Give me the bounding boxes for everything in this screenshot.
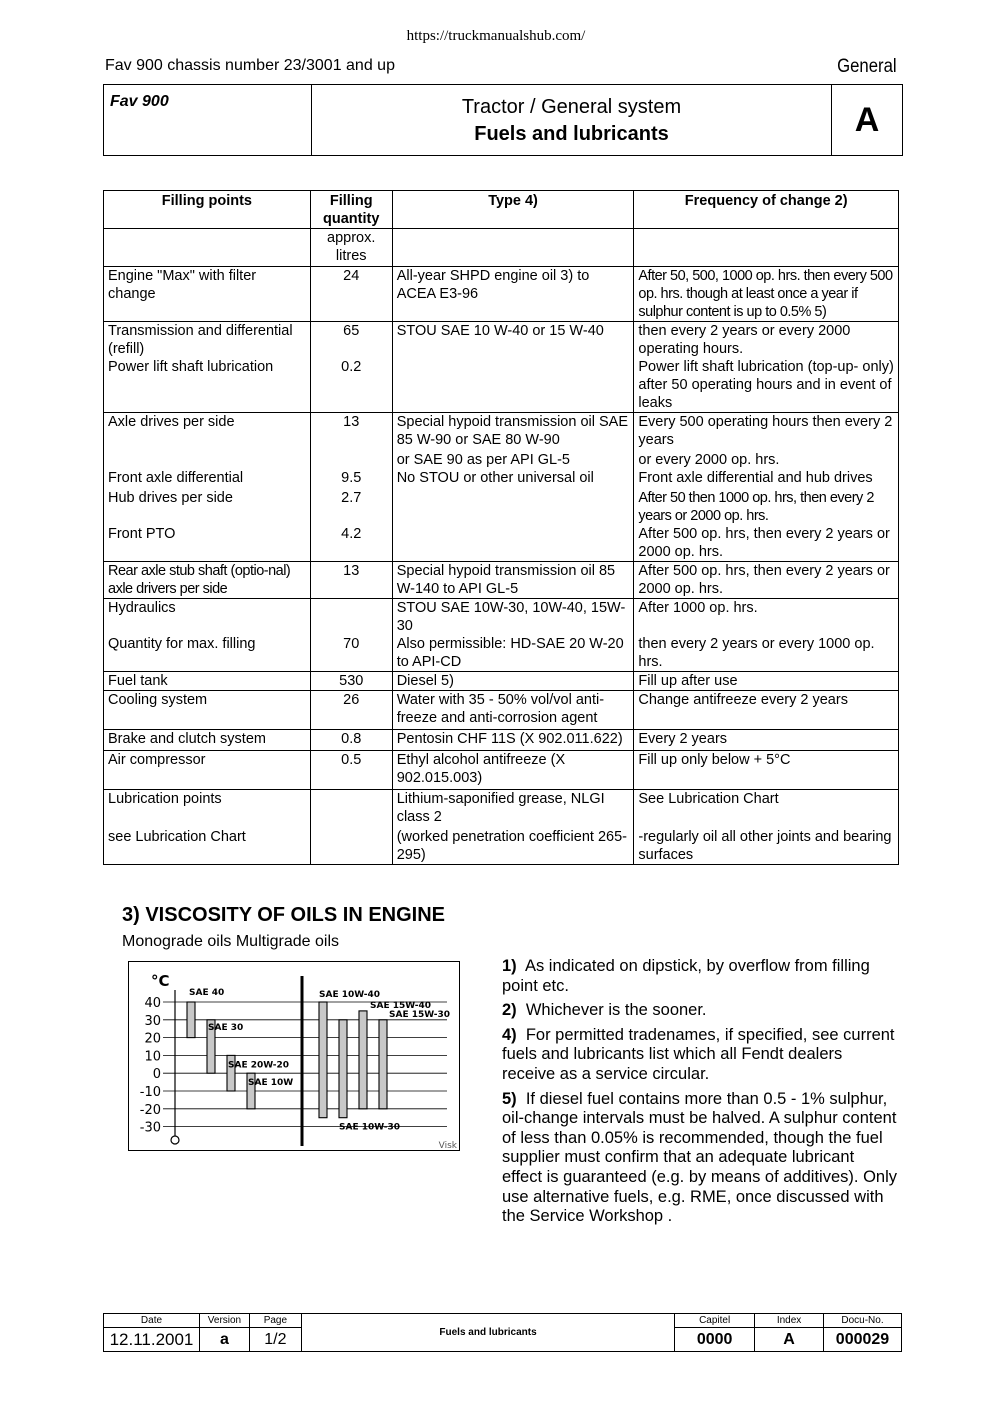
footnote-text: For permitted tradenames, if specified, see current fuels and lubricants list which all Fendt dealers receive as a service circular.	[502, 1025, 895, 1083]
col-header-frequency: Frequency of change 2)	[634, 191, 899, 229]
grade-label: SAE 30	[208, 1022, 244, 1033]
cell-freq: -regularly oil all other joints and bearing surfaces	[634, 828, 899, 865]
cell-freq: Fill up only below + 5°C	[634, 751, 899, 790]
footer-date: 12.11.2001	[104, 1328, 200, 1352]
footer-version: a	[199, 1328, 249, 1352]
grade-label: SAE 10W-40	[319, 990, 381, 1000]
grade-label: SAE 20W-20	[228, 1060, 290, 1071]
cell-freq: After 500 op. hrs, then every 2 years or 2000 op. hrs.	[634, 525, 899, 562]
cell-qty: 13	[310, 413, 392, 450]
table-row	[104, 469, 899, 487]
table-row	[104, 267, 899, 322]
cell-qty	[310, 449, 392, 469]
grade-bar	[379, 1020, 387, 1109]
fuels-lubricants-table	[103, 190, 899, 865]
footnote-number: 4)	[502, 1025, 517, 1044]
cell-qty: 9.5	[310, 469, 392, 487]
footnote-number: 5)	[502, 1089, 517, 1108]
cell-freq: After 50, 500, 1000 op. hrs. then every 500 op. hrs. though at least once a year if sulphur content is up to 0.5% 5)	[634, 267, 899, 322]
cell-freq: then every 2 years or every 1000 op. hrs.	[634, 635, 899, 672]
cell-point: Transmission and differential (refill)	[104, 322, 311, 359]
tick-label: 20	[144, 1031, 161, 1047]
cell-freq: After 1000 op. hrs.	[634, 599, 899, 636]
header-title-block	[312, 85, 832, 155]
footnote	[502, 957, 897, 996]
tick-label: 0	[152, 1067, 161, 1083]
cell-freq: Every 500 operating hours then every 2 years	[634, 413, 899, 450]
cell-qty: 65	[310, 322, 392, 359]
cell-point: Air compressor	[104, 751, 311, 790]
cell-freq: Power lift shaft lubrication (top-up- only) after 50 operating hours and in event of leaks	[634, 358, 899, 413]
table-row	[104, 730, 899, 751]
cell-point: Cooling system	[104, 691, 311, 730]
cell-freq: or every 2000 op. hrs.	[634, 449, 899, 469]
chart-tag: Visk	[438, 1141, 457, 1150]
cell-type: STOU SAE 10W-30, 10W-40, 15W-30	[392, 599, 634, 636]
footer-docu: 000029	[824, 1328, 902, 1352]
tick-label: -20	[139, 1102, 161, 1118]
tick-label: 30	[144, 1013, 161, 1029]
cell-type: Water with 35 - 50% vol/vol anti-freeze and anti-corrosion agent	[392, 691, 634, 730]
table-row	[104, 751, 899, 790]
cell-qty: 70	[310, 635, 392, 672]
header-subtitle: Fuels and lubricants	[474, 123, 669, 145]
footer-label-index: Index	[755, 1314, 824, 1328]
cell-qty: 24	[310, 267, 392, 322]
cell-qty: 2.7	[310, 487, 392, 525]
header-title: Tractor / General system	[461, 96, 682, 118]
cell-point: Hub drives per side	[104, 487, 311, 525]
table-row	[104, 358, 899, 413]
footnote-number: 1)	[502, 957, 517, 975]
section-label: General	[837, 56, 897, 77]
table-row	[104, 322, 899, 359]
cell-type: All-year SHPD engine oil 3) to ACEA E3-96	[392, 267, 634, 322]
cell-point: Engine "Max" with filter change	[104, 267, 311, 322]
grade-bar	[319, 1002, 327, 1118]
viscosity-chart	[128, 961, 460, 1151]
cell-type: Special hypoid transmission oil 85 W-140 to API GL-5	[392, 562, 634, 599]
document-footer	[103, 1313, 902, 1352]
cell-type: Pentosin CHF 11S (X 902.011.622)	[392, 730, 634, 751]
footnote	[502, 1026, 897, 1085]
cell-point: Lubrication points	[104, 790, 311, 829]
table-row	[104, 790, 899, 829]
grade-label: SAE 40	[189, 988, 225, 998]
footer-label-page: Page	[249, 1314, 301, 1328]
cell-type: Ethyl alcohol antifreeze (X 902.015.003)	[392, 751, 634, 790]
cell-point: Power lift shaft lubrication	[104, 358, 311, 413]
cell-type	[392, 358, 634, 413]
tick-label: -10	[139, 1085, 161, 1100]
footer-label-date: Date	[104, 1314, 200, 1328]
grade-bar	[187, 1002, 195, 1038]
grade-bar	[339, 1020, 347, 1118]
footnotes	[502, 957, 897, 1232]
footer-title: Fuels and lubricants	[301, 1314, 674, 1352]
cell-qty	[310, 790, 392, 829]
footer-page: 1/2	[249, 1328, 301, 1352]
cell-qty: 4.2	[310, 525, 392, 562]
cell-type: No STOU or other universal oil	[392, 469, 634, 487]
cell-qty: 13	[310, 562, 392, 599]
table-subheader-row	[104, 229, 899, 267]
table-row	[104, 487, 899, 525]
table-row	[104, 413, 899, 450]
cell-freq: After 50 then 1000 op. hrs, then every 2 years or 2000 op. hrs.	[634, 487, 899, 525]
cell-point: Quantity for max. filling	[104, 635, 311, 672]
table-row	[104, 672, 899, 691]
grade-label: SAE 15W-30	[389, 1009, 451, 1020]
grade-bar	[359, 1011, 367, 1109]
tick-label: 40	[144, 996, 161, 1011]
table-header-row	[104, 191, 899, 229]
table-row	[104, 635, 899, 672]
table-row	[104, 691, 899, 730]
table-row	[104, 562, 899, 599]
col-header-filling-points: Filling points	[104, 191, 311, 229]
cell-type: Diesel 5)	[392, 672, 634, 691]
footnote-text: As indicated on dipstick, by overflow from filling point etc.	[502, 957, 870, 995]
cell-point: Brake and clutch system	[104, 730, 311, 751]
cell-freq: See Lubrication Chart	[634, 790, 899, 829]
cell-point: Fuel tank	[104, 672, 311, 691]
cell-freq: Fill up after use	[634, 672, 899, 691]
table-row	[104, 599, 899, 636]
cell-point	[104, 449, 311, 469]
table-row	[104, 828, 899, 865]
footer-capitel: 0000	[675, 1328, 755, 1352]
header-letter: A	[854, 100, 880, 139]
cell-type	[392, 525, 634, 562]
cell-type: (worked penetration coefficient 265-295)	[392, 828, 634, 865]
source-url[interactable]: https://truckmanualshub.com/	[406, 28, 586, 44]
footnote-text: Whichever is the sooner.	[525, 1001, 707, 1020]
col-header-filling-quantity: Filling quantity	[310, 191, 392, 229]
table-row	[104, 449, 899, 469]
cell-type: Also permissible: HD-SAE 20 W-20 to API-CD	[392, 635, 634, 672]
cell-point: see Lubrication Chart	[104, 828, 311, 865]
document-header	[103, 84, 903, 156]
cell-qty: 530	[310, 672, 392, 691]
col-header-type: Type 4)	[392, 191, 634, 229]
cell-type	[392, 487, 634, 525]
cell-qty: 0.2	[310, 358, 392, 413]
cell-freq: then every 2 years or every 2000 operating hours.	[634, 322, 899, 359]
cell-qty: 26	[310, 691, 392, 730]
cell-point: Front PTO	[104, 525, 311, 562]
thermometer-bulb	[171, 1136, 179, 1144]
cell-freq: Every 2 years	[634, 730, 899, 751]
cell-point: Axle drives per side	[104, 413, 311, 450]
cell-qty: 0.8	[310, 730, 392, 751]
model-name: Fav 900	[104, 85, 312, 155]
cell-type: STOU SAE 10 W-40 or 15 W-40	[392, 322, 634, 359]
cell-freq: Front axle differential and hub drives	[634, 469, 899, 487]
chassis-note: Fav 900 chassis number 23/3001 and up	[105, 57, 395, 74]
footer-label-docu: Docu-No.	[824, 1314, 902, 1328]
cell-point: Front axle differential	[104, 469, 311, 487]
viscosity-subtitle: Monograde oils Multigrade oils	[122, 933, 339, 950]
col-subheader-approx-litres: approx. litres	[310, 229, 392, 267]
footnote	[502, 1001, 897, 1021]
tick-label: -30	[139, 1120, 161, 1136]
cell-type: Lithium-saponified grease, NLGI class 2	[392, 790, 634, 829]
cell-freq: Change antifreeze every 2 years	[634, 691, 899, 730]
footer-label-version: Version	[199, 1314, 249, 1328]
cell-freq: After 500 op. hrs, then every 2 years or 2000 op. hrs.	[634, 562, 899, 599]
cell-point: Hydraulics	[104, 599, 311, 636]
cell-type: or SAE 90 as per API GL-5	[392, 449, 634, 469]
grade-label: SAE 10W-30	[339, 1122, 401, 1133]
footer-index: A	[755, 1328, 824, 1352]
cell-point: Rear axle stub shaft (optio-nal) axle drivers per side	[104, 562, 311, 599]
viscosity-chart-svg	[129, 962, 459, 1150]
grade-label: SAE 10W	[248, 1078, 294, 1089]
viscosity-title: 3) VISCOSITY OF OILS IN ENGINE	[122, 904, 446, 926]
cell-qty	[310, 599, 392, 636]
grade-label: SAE 15W-40	[370, 1000, 432, 1011]
footnote-number: 2)	[502, 1001, 517, 1020]
cell-qty	[310, 828, 392, 865]
unit-label: °C	[151, 972, 170, 990]
footnote	[502, 1090, 897, 1227]
cell-type: Special hypoid transmission oil SAE 85 W-90 or SAE 80 W-90	[392, 413, 634, 450]
footnote-text: If diesel fuel contains more than 0.5 - 1% sulphur, oil-change intervals must be halved. A sulphur content of less than 0.05% is recommended, though the fuel supplier must confirm that an adequate lubricant effect is guaranteed (e.g. by means of additives). Only use alternative fuels, e.g. RME, once discussed with the Service Workshop .	[502, 1089, 897, 1226]
tick-label: 10	[144, 1049, 161, 1065]
cell-qty: 0.5	[310, 751, 392, 790]
table-row	[104, 525, 899, 562]
footer-label-capitel: Capitel	[675, 1314, 755, 1328]
